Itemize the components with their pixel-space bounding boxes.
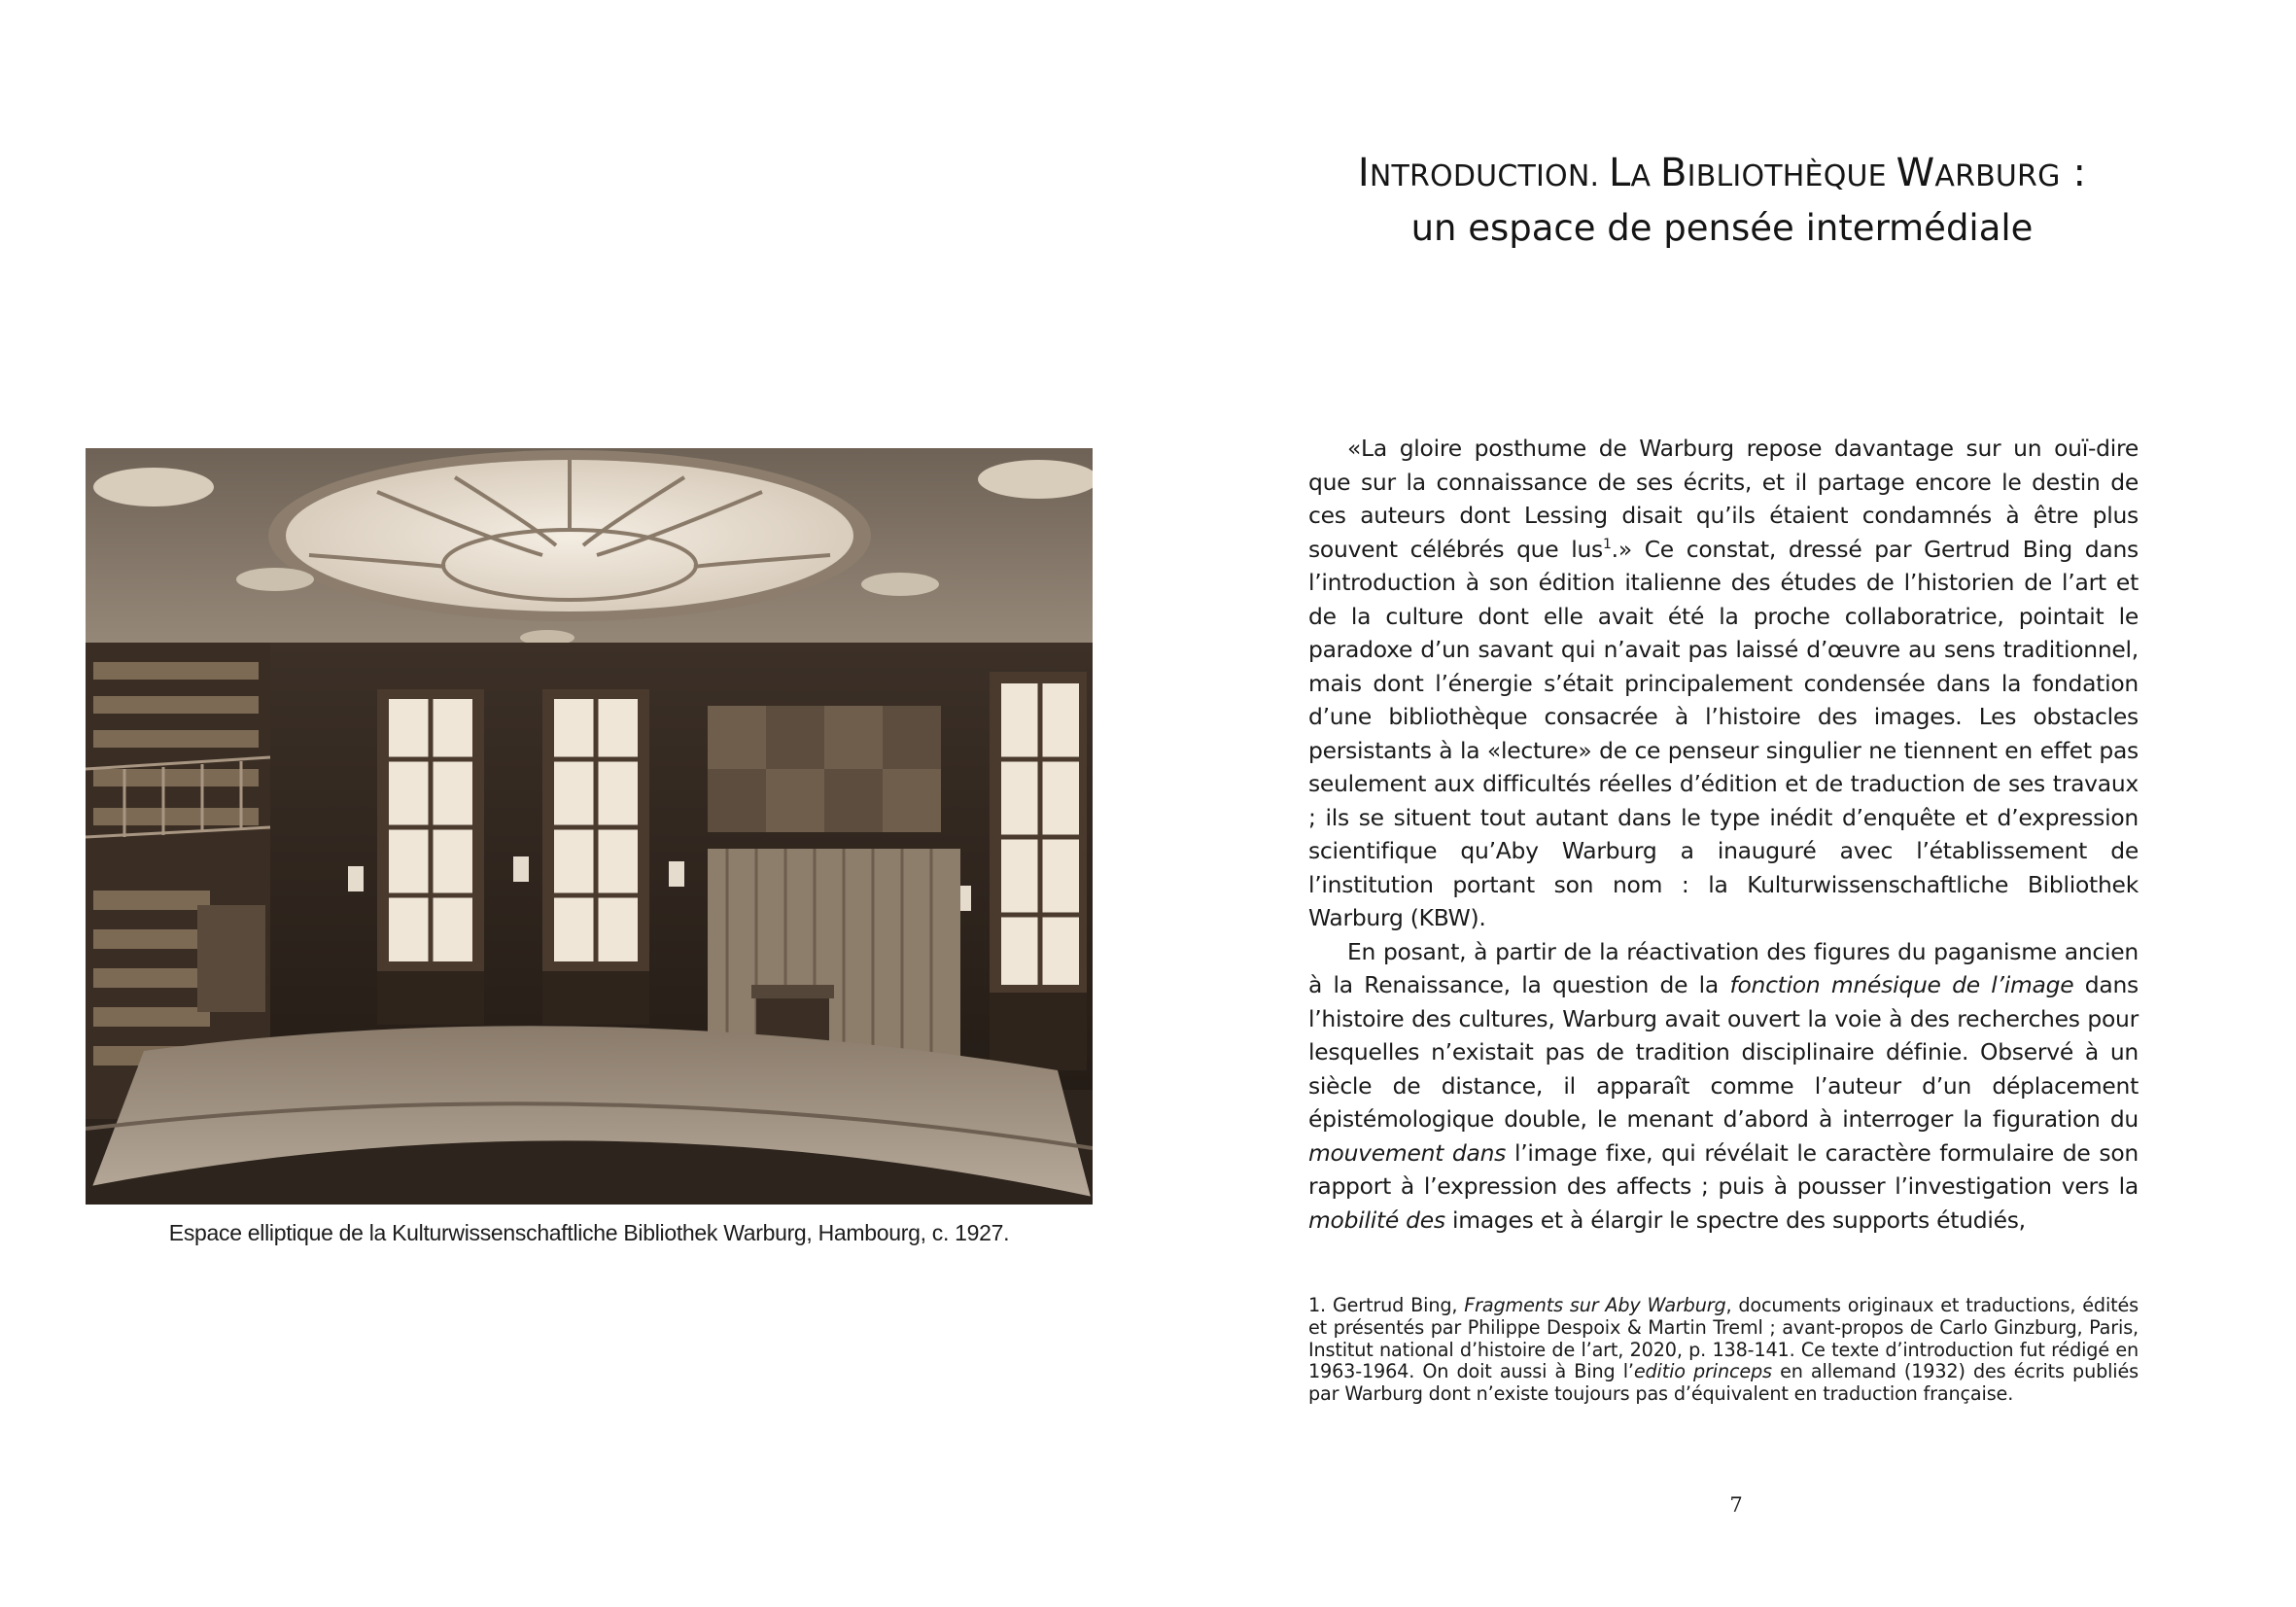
photo-illustration [86,448,1093,1205]
title-line-1: INTRODUCTION. LA BIBLIOTHÈQUE WARBURG : [1357,151,2087,195]
body-text [1308,432,2139,1237]
footnote-1: 1. Gertrud Bing, Fragments sur Aby Warburg, documents originaux et traductions, édités et présentés par Philippe Despoix & Martin Treml ; avant-propos de Carlo Ginzburg, Paris, Institut national d’histoire de l’art, 2020, p. 138-141. Ce texte d’introduction fut rédigé en 1963-1964. On doit aussi à Bing l’editio princeps en allemand (1932) des écrits publiés par Warburg dont n’existe toujours pas d’équivalent en traduction française. [1308,1294,2139,1406]
title-line-2: un espace de pensée intermédiale [1410,207,2034,249]
paragraph-2: En posant, à partir de la réactivation des figures du paganisme ancien à la Renaissance, la question de la fonction mnésique de l’image dans l’histoire des cultures, Warburg avait ouvert la voie à des recherches pour lesquelles n’existait pas de tradition disciplinaire définie. Observé à un siècle de distance, il apparaît comme l’auteur d’un déplacement épistémologique double, le menant d’abord à interroger la figuration du mouvement dans l’image fixe, qui révélait le caractère formulaire de son rapport à l’expression des affects ; puis à pousser l’investigation vers la mobilité des images et à élargir le spectre des supports étudiés, [1308,937,2139,1234]
paragraph-1: «La gloire posthume de Warburg repose davantage sur un ouï-dire que sur la connaissance de ses écrits, et il partage encore le destin de ces auteurs dont Lessing disait qu’ils étaient condamnés à être plus souvent célébrés que lus$^1$.» Ce constat, dressé par Gertrud Bing dans l’introduction à son édition italienne des études de l’historien de l’art et de la culture dont elle avait été la proche collaboratrice, pointait le paradoxe d’un savant qui n’avait pas laissé d’œuvre au sens traditionnel, mais dont l’énergie s’était principalement condensée dans la fondation d’une bibliothèque consacrée à l’histoire des images. Les obstacles persistants à la «lecture» de ce penseur singulier ne tiennent en effet pas seulement aux difficultés réelles d’édition et de traduction de ses travaux ; ils se situent tout autant dans le type inédit d’enquête et d’expression scientifique qu’Aby Warburg a inauguré avec l’établissement de l’institution portant son nom : la Kulturwissenschaftliche Bibliothek Warburg (KBW). [1308,435,2139,931]
page-number: 7 [1729,1493,1743,1517]
chapter-title [1148,146,2296,255]
footnote-ref-1[interactable]: 1 [1602,536,1612,552]
photo-caption: Espace elliptique de la Kulturwissenschaftliche Bibliothek Warburg, Hambourg, c. 1927. [168,1220,1010,1245]
library-reading-room-photo [86,448,1093,1205]
